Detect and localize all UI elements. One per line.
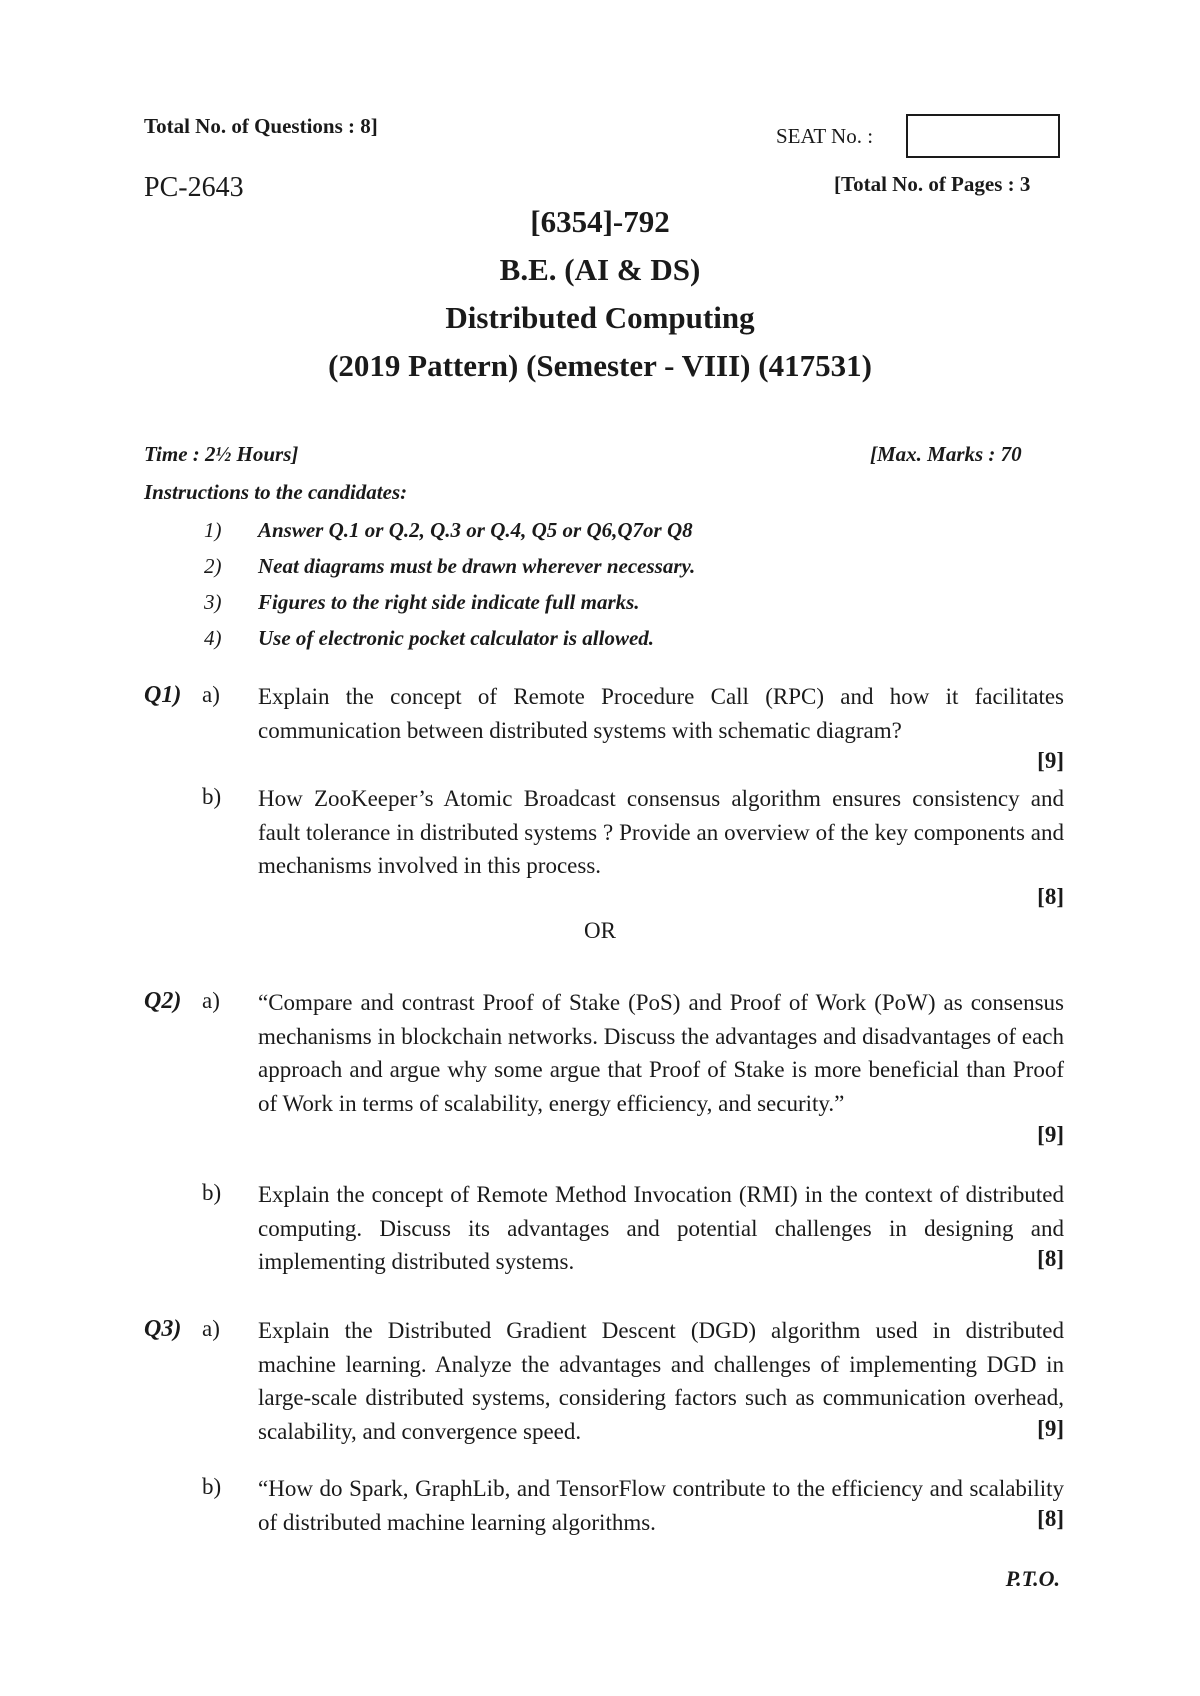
question-number-q3: Q3) bbox=[144, 1316, 182, 1342]
subquestion-label: b) bbox=[202, 1474, 222, 1499]
question-text-q3a: Explain the Distributed Gradient Descent (DGD) algorithm used in distributed machine learning. Analyze the advantages and challenges of implementing DGD in large-scale distributed systems, considering factors such as communication overhead, scalability, and convergence speed. bbox=[258, 1318, 1064, 1444]
marks-q2b: [8] bbox=[1037, 1246, 1064, 1271]
question-number-q1: Q1) bbox=[144, 682, 182, 708]
question-text-q2a: “Compare and contrast Proof of Stake (PoS) and Proof of Work (PoW) as consensus mechanisms in blockchain networks. Discuss the advantages and disadvantages of each approach and argue why some argue that Proof of Stake is more beneficial than Proof of Work in terms of scalability, energy efficiency, and security.” bbox=[258, 990, 1064, 1116]
question-text-q1a: Explain the concept of Remote Procedure Call (RPC) and how it facilitates communication between distributed systems with schematic diagram? bbox=[258, 684, 1064, 743]
exam-time: Time : 2½ Hours] bbox=[144, 442, 299, 466]
pto-label: P.T.O. bbox=[1005, 1566, 1060, 1591]
instruction-text: Figures to the right side indicate full marks. bbox=[258, 590, 640, 614]
question-text-q3b: “How do Spark, GraphLib, and TensorFlow contribute to the efficiency and scalability of distributed machine learning algorithms. bbox=[258, 1476, 1064, 1535]
exam-code: [6354]-792 bbox=[530, 204, 670, 239]
subquestion-label: b) bbox=[202, 784, 222, 809]
question-text-q1b: How ZooKeeper’s Atomic Broadcast consensus algorithm ensures consistency and fault tolerance in distributed systems ? Provide an overview of the key components and mechanisms involved in this process. bbox=[258, 786, 1064, 878]
question-number-q2: Q2) bbox=[144, 988, 182, 1014]
question-text-q2b: Explain the concept of Remote Method Invocation (RMI) in the context of distributed computing. Discuss its advantages and potential challenges in designing and implementing distributed systems. bbox=[258, 1182, 1064, 1274]
subquestion-label: a) bbox=[202, 682, 220, 707]
pattern-title: (2019 Pattern) (Semester - VIII) (417531) bbox=[328, 348, 872, 383]
marks-q3b: [8] bbox=[1037, 1506, 1064, 1531]
marks-q2a: [9] bbox=[1037, 1122, 1064, 1147]
instruction-number: 1) bbox=[204, 518, 222, 542]
subquestion-label: a) bbox=[202, 988, 220, 1013]
total-pages: [Total No. of Pages : 3 bbox=[834, 172, 1031, 196]
instruction-text: Neat diagrams must be drawn wherever necessary. bbox=[258, 554, 696, 578]
or-separator: OR bbox=[584, 918, 616, 943]
instruction-number: 2) bbox=[204, 554, 222, 578]
marks-q3a: [9] bbox=[1037, 1416, 1064, 1441]
subquestion-label: b) bbox=[202, 1180, 222, 1205]
paper-code: PC-2643 bbox=[144, 172, 244, 203]
instruction-text: Answer Q.1 or Q.2, Q.3 or Q.4, Q5 or Q6,Q7or Q8 bbox=[258, 518, 693, 542]
subject-title: Distributed Computing bbox=[445, 300, 755, 335]
max-marks: [Max. Marks : 70 bbox=[870, 442, 1022, 466]
marks-q1a: [9] bbox=[1037, 748, 1064, 773]
seat-label: SEAT No. : bbox=[776, 124, 874, 148]
marks-q1b: [8] bbox=[1037, 884, 1064, 909]
instructions-title: Instructions to the candidates: bbox=[144, 480, 408, 504]
degree-title: B.E. (AI & DS) bbox=[499, 252, 701, 287]
instruction-number: 3) bbox=[204, 590, 222, 614]
seat-number-box[interactable] bbox=[906, 114, 1060, 158]
total-questions: Total No. of Questions : 8] bbox=[144, 114, 378, 138]
instruction-text: Use of electronic pocket calculator is allowed. bbox=[258, 626, 655, 650]
instruction-number: 4) bbox=[204, 626, 222, 650]
subquestion-label: a) bbox=[202, 1316, 220, 1341]
